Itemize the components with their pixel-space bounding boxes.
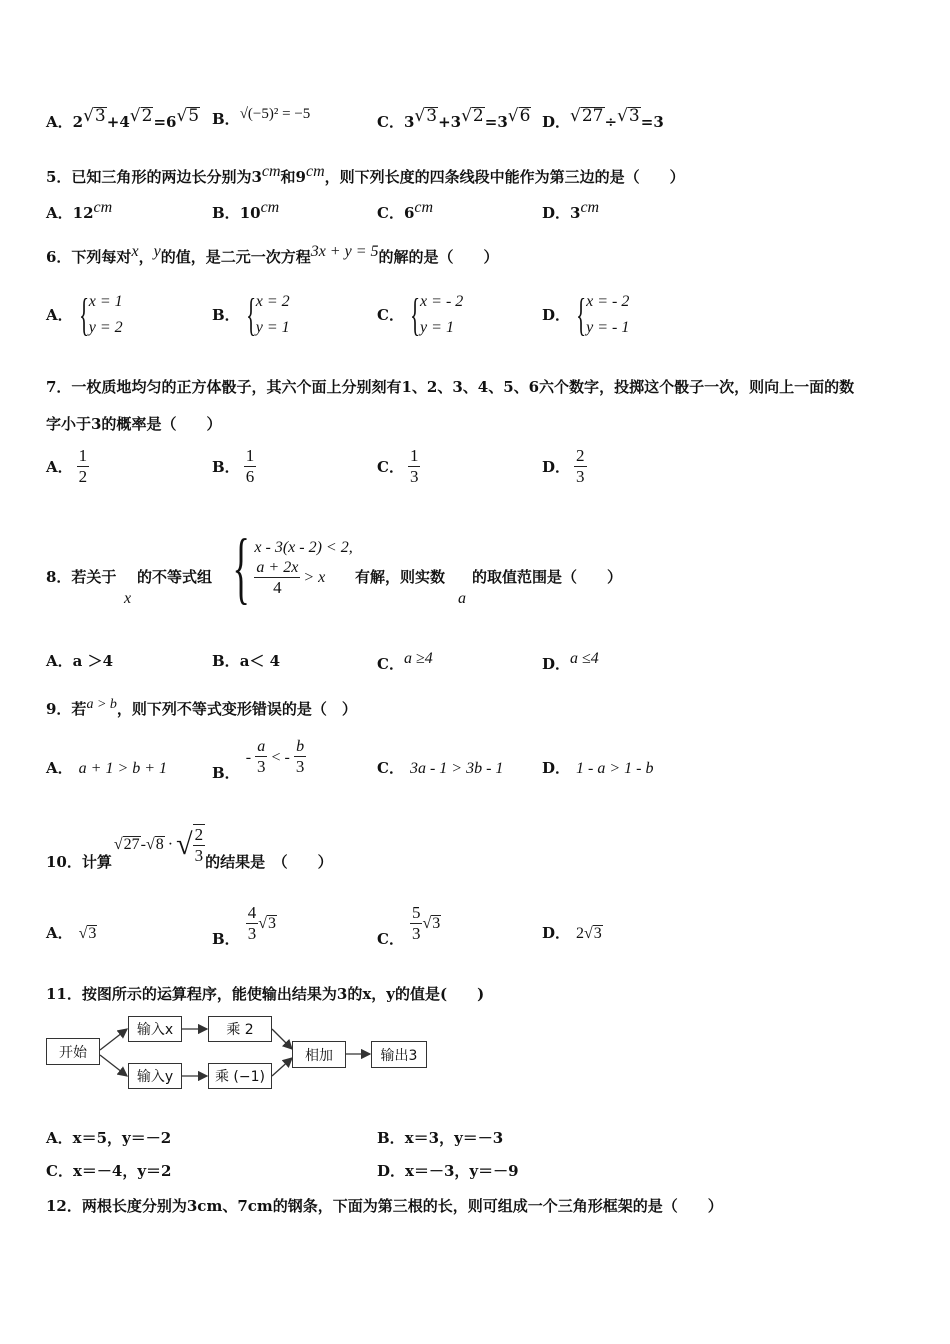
q8-inequality-system: { x - 3(x - 2) < 2, $\frac{a + 2x}{4}$ > x <box>232 524 353 612</box>
q7-option-c: C． $\frac{1}{3}$ <box>377 446 419 486</box>
q8-option-c: C．$^{a \ge 4}$ <box>377 650 433 673</box>
q8-var-a: a <box>458 590 466 607</box>
q6-option-b: B． { x = 2 y = 1 <box>212 288 290 340</box>
q8-option-b: B．a＜ 4 <box>212 652 281 670</box>
q10-option-d: D． 2√3 <box>542 924 602 942</box>
q7-option-b: B． $\frac{1}{6}$ <box>212 446 255 486</box>
q4-option-c: C．$3^{√3}+3^{√2}=3^{√6}$ <box>377 106 531 131</box>
q4-option-a: A．$2^{√3}+4^{√2}=6^{√5}$ <box>46 106 200 131</box>
q6-option-a: A． { x = 1 y = 2 <box>46 288 123 340</box>
q5-option-a: A．$12^{cm}$ <box>46 199 113 222</box>
q4-option-b: B．$^{√(-5)^2 = -5}$ <box>212 106 311 128</box>
q11-option-b: B．x＝3，y＝－3 <box>377 1129 504 1147</box>
q8-stem-post: 的取值范围是（ ） <box>472 568 623 586</box>
q5-option-d: D．$3^{cm}$ <box>542 199 600 222</box>
q10-option-b: B． $\frac{4}{3}$ √3 <box>212 903 276 948</box>
q9-option-d: D． 1 - a > 1 - b <box>542 759 654 777</box>
q9-option-c: C． 3a - 1 > 3b - 1 <box>377 759 504 777</box>
q8-stem-pre: 8．若关于 <box>46 568 117 586</box>
q7-stem-line1: 7．一枚质地均匀的正方体骰子，其六个面上分别刻有1、2、3、4、5、6六个数字，投掷这个骰子一次，则向上一面的数 <box>46 378 855 396</box>
flow-start-box: 开始 <box>46 1038 100 1065</box>
q10-option-a: A． √3 <box>46 924 97 942</box>
q8-stem-mid: 的不等式组 <box>137 568 213 586</box>
q11-stem: 11．按图所示的运算程序，能使输出结果为3的x，y的值是( ) <box>46 985 485 1003</box>
q8-stem-mid2: 有解，则实数 <box>355 568 446 586</box>
q7-stem-line2: 字小于3的概率是（ ） <box>46 415 222 433</box>
q6-stem: 6．下列每对$^x$，$^y$的值，是二元一次方程$^{3x + y = 5}$的解的是（ ） <box>46 243 499 266</box>
q10-option-c: C． $\frac{5}{3}$ √3 <box>377 903 441 948</box>
q10-stem: 10．计算 √27 - √8 · √ $\frac{2}{3}$ 的结果是 （ ） <box>46 824 333 871</box>
q11-option-a: A．x＝5，y＝－2 <box>46 1129 172 1147</box>
q11-option-c: C．x＝－4，y＝2 <box>46 1162 172 1180</box>
flow-output-box: 输出3 <box>371 1041 427 1068</box>
flow-input-y-box: 输入y <box>128 1063 182 1089</box>
q5-option-b: B．$10^{cm}$ <box>212 199 280 222</box>
q9-stem: 9．若$^{a > b}$，则下列不等式变形错误的是（ ） <box>46 697 357 718</box>
q6-option-d: D． { x = - 2 y = - 1 <box>542 288 630 340</box>
q11-option-d: D．x＝－3，y＝－9 <box>377 1162 519 1180</box>
q5-option-c: C．$6^{cm}$ <box>377 199 434 222</box>
q7-option-d: D． $\frac{2}{3}$ <box>542 446 585 486</box>
flow-multiply-neg1-box: 乘 (−1) <box>208 1063 272 1089</box>
q6-option-c: C． { x = - 2 y = 1 <box>377 288 464 340</box>
q9-option-b: B． - $\frac{a}{3}$ < - $\frac{b}{3}$ <box>212 738 305 782</box>
q8-option-d: D．$^{a \le 4}$ <box>542 650 599 673</box>
flow-multiply-2-box: 乘 2 <box>208 1016 272 1042</box>
q4-option-d: D．$^{√27}$÷$^{√3}$=3 <box>542 106 664 131</box>
q8-var-x: x <box>124 590 132 607</box>
flow-input-x-box: 输入x <box>128 1016 182 1042</box>
q5-stem: 5．已知三角形的两边长分别为$3^{cm}$和$9^{cm}$，则下列长度的四条线段中能作为第三边的是（ ） <box>46 163 685 186</box>
flow-add-box: 相加 <box>292 1041 346 1068</box>
q12-stem: 12．两根长度分别为3cm、7cm的钢条，下面为第三根的长，则可组成一个三角形框架的是（ ） <box>46 1197 723 1215</box>
q9-option-a: A． a + 1 > b + 1 <box>46 759 168 777</box>
q7-option-a: A． $\frac{1}{2}$ <box>46 446 88 486</box>
q8-option-a: A．a ＞4 <box>46 652 114 670</box>
